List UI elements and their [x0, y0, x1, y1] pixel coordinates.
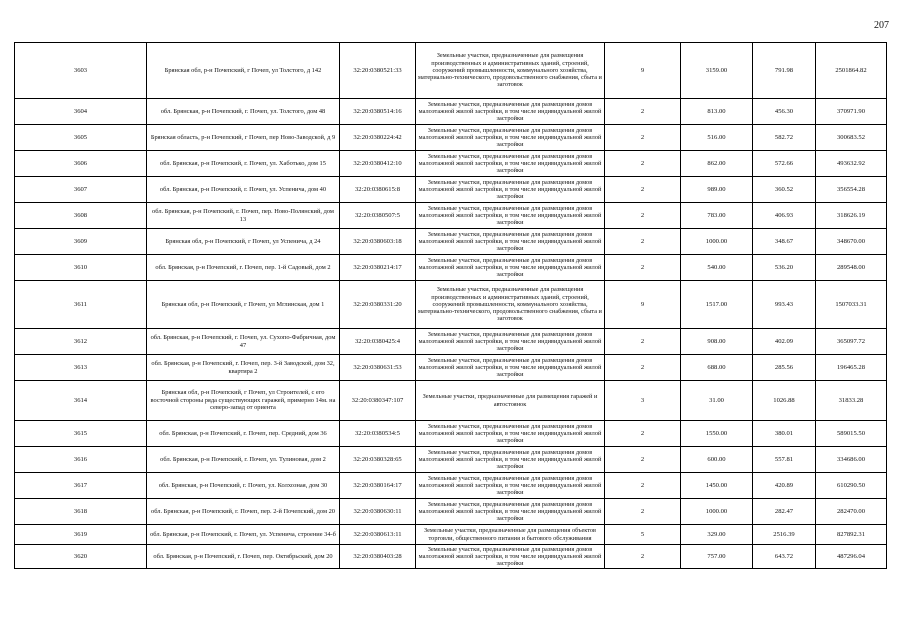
group-cell: 5 [605, 525, 681, 545]
table-row [15, 203, 887, 229]
address-cell: Брянская обл, р-н Почепский, г Почеп, ул Строителей, с его восточной стороны ряда существующих гаражей, примерно 14м. на северо-запад от ориента [147, 381, 340, 421]
specific-value-cell: 2516.39 [753, 525, 816, 545]
land-use-cell: Земельные участки, предназначенные для размещения домов малоэтажной жилой застройки, в том числе индивидуальной жилой застройки [416, 177, 605, 203]
table-row [15, 99, 887, 125]
specific-value-cell: 348.67 [753, 229, 816, 255]
land-use-cell: Земельные участки, предназначенные для размещения домов малоэтажной жилой застройки, в том числе индивидуальной жилой застройки [416, 545, 605, 569]
table-row [15, 255, 887, 281]
land-use-cell: Земельные участки, предназначенные для размещения домов малоэтажной жилой застройки, в том числе индивидуальной жилой застройки [416, 203, 605, 229]
table-row [15, 125, 887, 151]
area-cell: 989.00 [681, 177, 753, 203]
table-row [15, 473, 887, 499]
land-use-cell: Земельные участки, предназначенные для размещения домов малоэтажной жилой застройки, в том числе индивидуальной жилой застройки [416, 125, 605, 151]
cadastral-number-cell: 32:20:0380514:16 [340, 99, 416, 125]
area-cell: 1550.00 [681, 421, 753, 447]
row-number-cell: 3614 [15, 381, 147, 421]
land-use-cell: Земельные участки, предназначенные для размещения домов малоэтажной жилой застройки, в том числе индивидуальной жилой застройки [416, 99, 605, 125]
cadastral-value-table [14, 42, 887, 569]
table-row [15, 421, 887, 447]
land-use-cell: Земельные участки, предназначенные для размещения гаражей и автостоянок [416, 381, 605, 421]
cadastral-number-cell: 32:20:0380331:20 [340, 281, 416, 329]
cadastral-value-cell: 1507033.31 [816, 281, 887, 329]
cadastral-value-cell: 300683.52 [816, 125, 887, 151]
group-cell: 9 [605, 43, 681, 99]
group-cell: 2 [605, 151, 681, 177]
address-cell: Брянская обл, р-н Почепский, г Почеп, ул Мглинская, дом 1 [147, 281, 340, 329]
group-cell: 2 [605, 125, 681, 151]
area-cell: 862.00 [681, 151, 753, 177]
address-cell: обл. Брянская, р-н Почепский, г. Почеп, ул. Успенича, дом 40 [147, 177, 340, 203]
area-cell: 1000.00 [681, 229, 753, 255]
group-cell: 9 [605, 281, 681, 329]
land-use-cell: Земельные участки, предназначенные для размещения домов малоэтажной жилой застройки, в том числе индивидуальной жилой застройки [416, 229, 605, 255]
specific-value-cell: 456.30 [753, 99, 816, 125]
area-cell: 540.00 [681, 255, 753, 281]
area-cell: 908.00 [681, 329, 753, 355]
specific-value-cell: 1026.88 [753, 381, 816, 421]
area-cell: 516.00 [681, 125, 753, 151]
group-cell: 2 [605, 329, 681, 355]
cadastral-value-cell: 196465.28 [816, 355, 887, 381]
address-cell: обл. Брянская, р-н Почепский, г. Почеп, ул. Сухопо-Фабричная, дом 47 [147, 329, 340, 355]
address-cell: обл. Брянская, р-н Почепский, г. Почеп, пер. 3-й Заводской, дом 32, квартира 2 [147, 355, 340, 381]
land-use-cell: Земельные участки, предназначенные для размещения домов малоэтажной жилой застройки, в том числе индивидуальной жилой застройки [416, 473, 605, 499]
specific-value-cell: 557.81 [753, 447, 816, 473]
group-cell: 2 [605, 473, 681, 499]
cadastral-number-cell: 32:20:0380521:33 [340, 43, 416, 99]
row-number-cell: 3605 [15, 125, 147, 151]
cadastral-value-cell: 589015.50 [816, 421, 887, 447]
land-use-cell: Земельные участки, предназначенные для размещения домов малоэтажной жилой застройки, в том числе индивидуальной жилой застройки [416, 329, 605, 355]
group-cell: 2 [605, 99, 681, 125]
table-row [15, 545, 887, 569]
group-cell: 2 [605, 177, 681, 203]
row-number-cell: 3616 [15, 447, 147, 473]
address-cell: обл. Брянская, р-н Почепский, г. Почеп, пер. Октябрьский, дом 20 [147, 545, 340, 569]
land-use-cell: Земельные участки, предназначенные для размещения домов малоэтажной жилой застройки, в том числе индивидуальной жилой застройки [416, 447, 605, 473]
area-cell: 1450.00 [681, 473, 753, 499]
address-cell: обл. Брянская, р-н Почепский, г. Почеп, пер. 1-й Садовый, дом 2 [147, 255, 340, 281]
row-number-cell: 3603 [15, 43, 147, 99]
cadastral-number-cell: 32:20:0380603:18 [340, 229, 416, 255]
address-cell: обл. Брянская, р-н Почепский, г. Почеп, ул. Тулиновая, дом 2 [147, 447, 340, 473]
cadastral-number-cell: 32:20:0380613:11 [340, 525, 416, 545]
specific-value-cell: 643.72 [753, 545, 816, 569]
row-number-cell: 3615 [15, 421, 147, 447]
cadastral-number-cell: 32:20:0380425:4 [340, 329, 416, 355]
cadastral-value-cell: 282470.00 [816, 499, 887, 525]
address-cell: обл. Брянская, р-н Почепский, г. Почеп, ул. Колхозная, дом 30 [147, 473, 340, 499]
cadastral-number-cell: 32:20:0380412:10 [340, 151, 416, 177]
table-row [15, 229, 887, 255]
cadastral-value-cell: 334686.00 [816, 447, 887, 473]
specific-value-cell: 791.98 [753, 43, 816, 99]
table-row [15, 281, 887, 329]
row-number-cell: 3617 [15, 473, 147, 499]
area-cell: 329.00 [681, 525, 753, 545]
row-number-cell: 3606 [15, 151, 147, 177]
row-number-cell: 3609 [15, 229, 147, 255]
land-use-cell: Земельные участки, предназначенные для размещения домов малоэтажной жилой застройки, в том числе индивидуальной жилой застройки [416, 499, 605, 525]
group-cell: 2 [605, 255, 681, 281]
specific-value-cell: 285.56 [753, 355, 816, 381]
address-cell: обл. Брянская, р-н Почепский, г. Почеп, пер. Средний, дом 36 [147, 421, 340, 447]
cadastral-value-cell: 610290.50 [816, 473, 887, 499]
land-use-cell: Земельные участки, предназначенные для размещения объектов торговли, общественного питания и бытового обслуживания [416, 525, 605, 545]
cadastral-value-cell: 289548.00 [816, 255, 887, 281]
row-number-cell: 3610 [15, 255, 147, 281]
cadastral-value-cell: 487296.04 [816, 545, 887, 569]
cadastral-value-cell: 365097.72 [816, 329, 887, 355]
area-cell: 757.00 [681, 545, 753, 569]
specific-value-cell: 582.72 [753, 125, 816, 151]
area-cell: 31.00 [681, 381, 753, 421]
table-row [15, 381, 887, 421]
land-use-cell: Земельные участки, предназначенные для размещения производственных и административных зданий, строений, сооружений промышленности, коммунального хозяйства, материально-технического, продовольственного снабжения, сбыта и заготовок [416, 281, 605, 329]
specific-value-cell: 360.52 [753, 177, 816, 203]
group-cell: 2 [605, 229, 681, 255]
address-cell: Брянская обл, р-н Почепский, г Почеп, ул Толстого, д 142 [147, 43, 340, 99]
row-number-cell: 3613 [15, 355, 147, 381]
address-cell: обл. Брянская, р-н Почепский, г. Почеп, пер. 2-й Почепский, дом 20 [147, 499, 340, 525]
row-number-cell: 3619 [15, 525, 147, 545]
cadastral-value-cell: 493632.92 [816, 151, 887, 177]
cadastral-number-cell: 32:20:0380403:28 [340, 545, 416, 569]
cadastral-number-cell: 32:20:0380507:5 [340, 203, 416, 229]
row-number-cell: 3607 [15, 177, 147, 203]
cadastral-number-cell: 32:20:0380534:5 [340, 421, 416, 447]
row-number-cell: 3620 [15, 545, 147, 569]
land-use-cell: Земельные участки, предназначенные для размещения производственных и административных зданий, строений, сооружений промышленности, коммунального хозяйства, материально-технического, продовольственного снабжения, сбыта и заготовок [416, 43, 605, 99]
table-row [15, 43, 887, 99]
table-row [15, 151, 887, 177]
table-row [15, 525, 887, 545]
table-row [15, 355, 887, 381]
cadastral-value-cell: 356554.28 [816, 177, 887, 203]
group-cell: 2 [605, 421, 681, 447]
specific-value-cell: 572.66 [753, 151, 816, 177]
land-use-cell: Земельные участки, предназначенные для размещения домов малоэтажной жилой застройки, в том числе индивидуальной жилой застройки [416, 421, 605, 447]
specific-value-cell: 536.20 [753, 255, 816, 281]
specific-value-cell: 406.93 [753, 203, 816, 229]
specific-value-cell: 402.09 [753, 329, 816, 355]
group-cell: 2 [605, 447, 681, 473]
area-cell: 783.00 [681, 203, 753, 229]
cadastral-number-cell: 32:20:0380214:17 [340, 255, 416, 281]
table-row [15, 177, 887, 203]
area-cell: 813.00 [681, 99, 753, 125]
group-cell: 2 [605, 545, 681, 569]
table-row [15, 329, 887, 355]
row-number-cell: 3604 [15, 99, 147, 125]
row-number-cell: 3618 [15, 499, 147, 525]
specific-value-cell: 993.43 [753, 281, 816, 329]
cadastral-value-cell: 2501864.82 [816, 43, 887, 99]
cadastral-value-cell: 348670.00 [816, 229, 887, 255]
cadastral-number-cell: 32:20:0380224:42 [340, 125, 416, 151]
table-row [15, 499, 887, 525]
land-use-cell: Земельные участки, предназначенные для размещения домов малоэтажной жилой застройки, в том числе индивидуальной жилой застройки [416, 255, 605, 281]
area-cell: 688.00 [681, 355, 753, 381]
land-use-cell: Земельные участки, предназначенные для размещения домов малоэтажной жилой застройки, в том числе индивидуальной жилой застройки [416, 151, 605, 177]
group-cell: 3 [605, 381, 681, 421]
table-row [15, 447, 887, 473]
cadastral-number-cell: 32:20:0380631:53 [340, 355, 416, 381]
address-cell: Брянская область, р-н Почепский, г Почеп, пер Ново-Заводской, д 9 [147, 125, 340, 151]
group-cell: 2 [605, 499, 681, 525]
cadastral-value-cell: 318626.19 [816, 203, 887, 229]
cadastral-number-cell: 32:20:0380164:17 [340, 473, 416, 499]
specific-value-cell: 420.89 [753, 473, 816, 499]
group-cell: 2 [605, 203, 681, 229]
cadastral-number-cell: 32:20:0380347:107 [340, 381, 416, 421]
address-cell: Брянская обл, р-н Почепский, г Почеп, ул Успенича, д 24 [147, 229, 340, 255]
group-cell: 2 [605, 355, 681, 381]
land-use-cell: Земельные участки, предназначенные для размещения домов малоэтажной жилой застройки, в том числе индивидуальной жилой застройки [416, 355, 605, 381]
address-cell: обл. Брянская, р-н Почепский, г. Почеп, ул. Толстого, дом 48 [147, 99, 340, 125]
address-cell: обл. Брянская, р-н Почепский, г. Почеп, ул. Хаботько, дом 15 [147, 151, 340, 177]
row-number-cell: 3612 [15, 329, 147, 355]
row-number-cell: 3608 [15, 203, 147, 229]
area-cell: 600.00 [681, 447, 753, 473]
cadastral-number-cell: 32:20:0380328:65 [340, 447, 416, 473]
address-cell: обл. Брянская, р-н Почепский, г. Почеп, пер. Ново-Полянский, дом 13 [147, 203, 340, 229]
cadastral-number-cell: 32:20:0380615:8 [340, 177, 416, 203]
specific-value-cell: 380.01 [753, 421, 816, 447]
row-number-cell: 3611 [15, 281, 147, 329]
page-number: 207 [874, 20, 889, 31]
cadastral-number-cell: 32:20:0380630:11 [340, 499, 416, 525]
area-cell: 1517.00 [681, 281, 753, 329]
area-cell: 1000.00 [681, 499, 753, 525]
area-cell: 3159.00 [681, 43, 753, 99]
cadastral-value-cell: 31833.28 [816, 381, 887, 421]
specific-value-cell: 282.47 [753, 499, 816, 525]
cadastral-value-cell: 370971.90 [816, 99, 887, 125]
address-cell: обл. Брянская, р-н Почепский, г. Почеп, ул. Успенича, строение 34-б [147, 525, 340, 545]
cadastral-value-cell: 827892.31 [816, 525, 887, 545]
